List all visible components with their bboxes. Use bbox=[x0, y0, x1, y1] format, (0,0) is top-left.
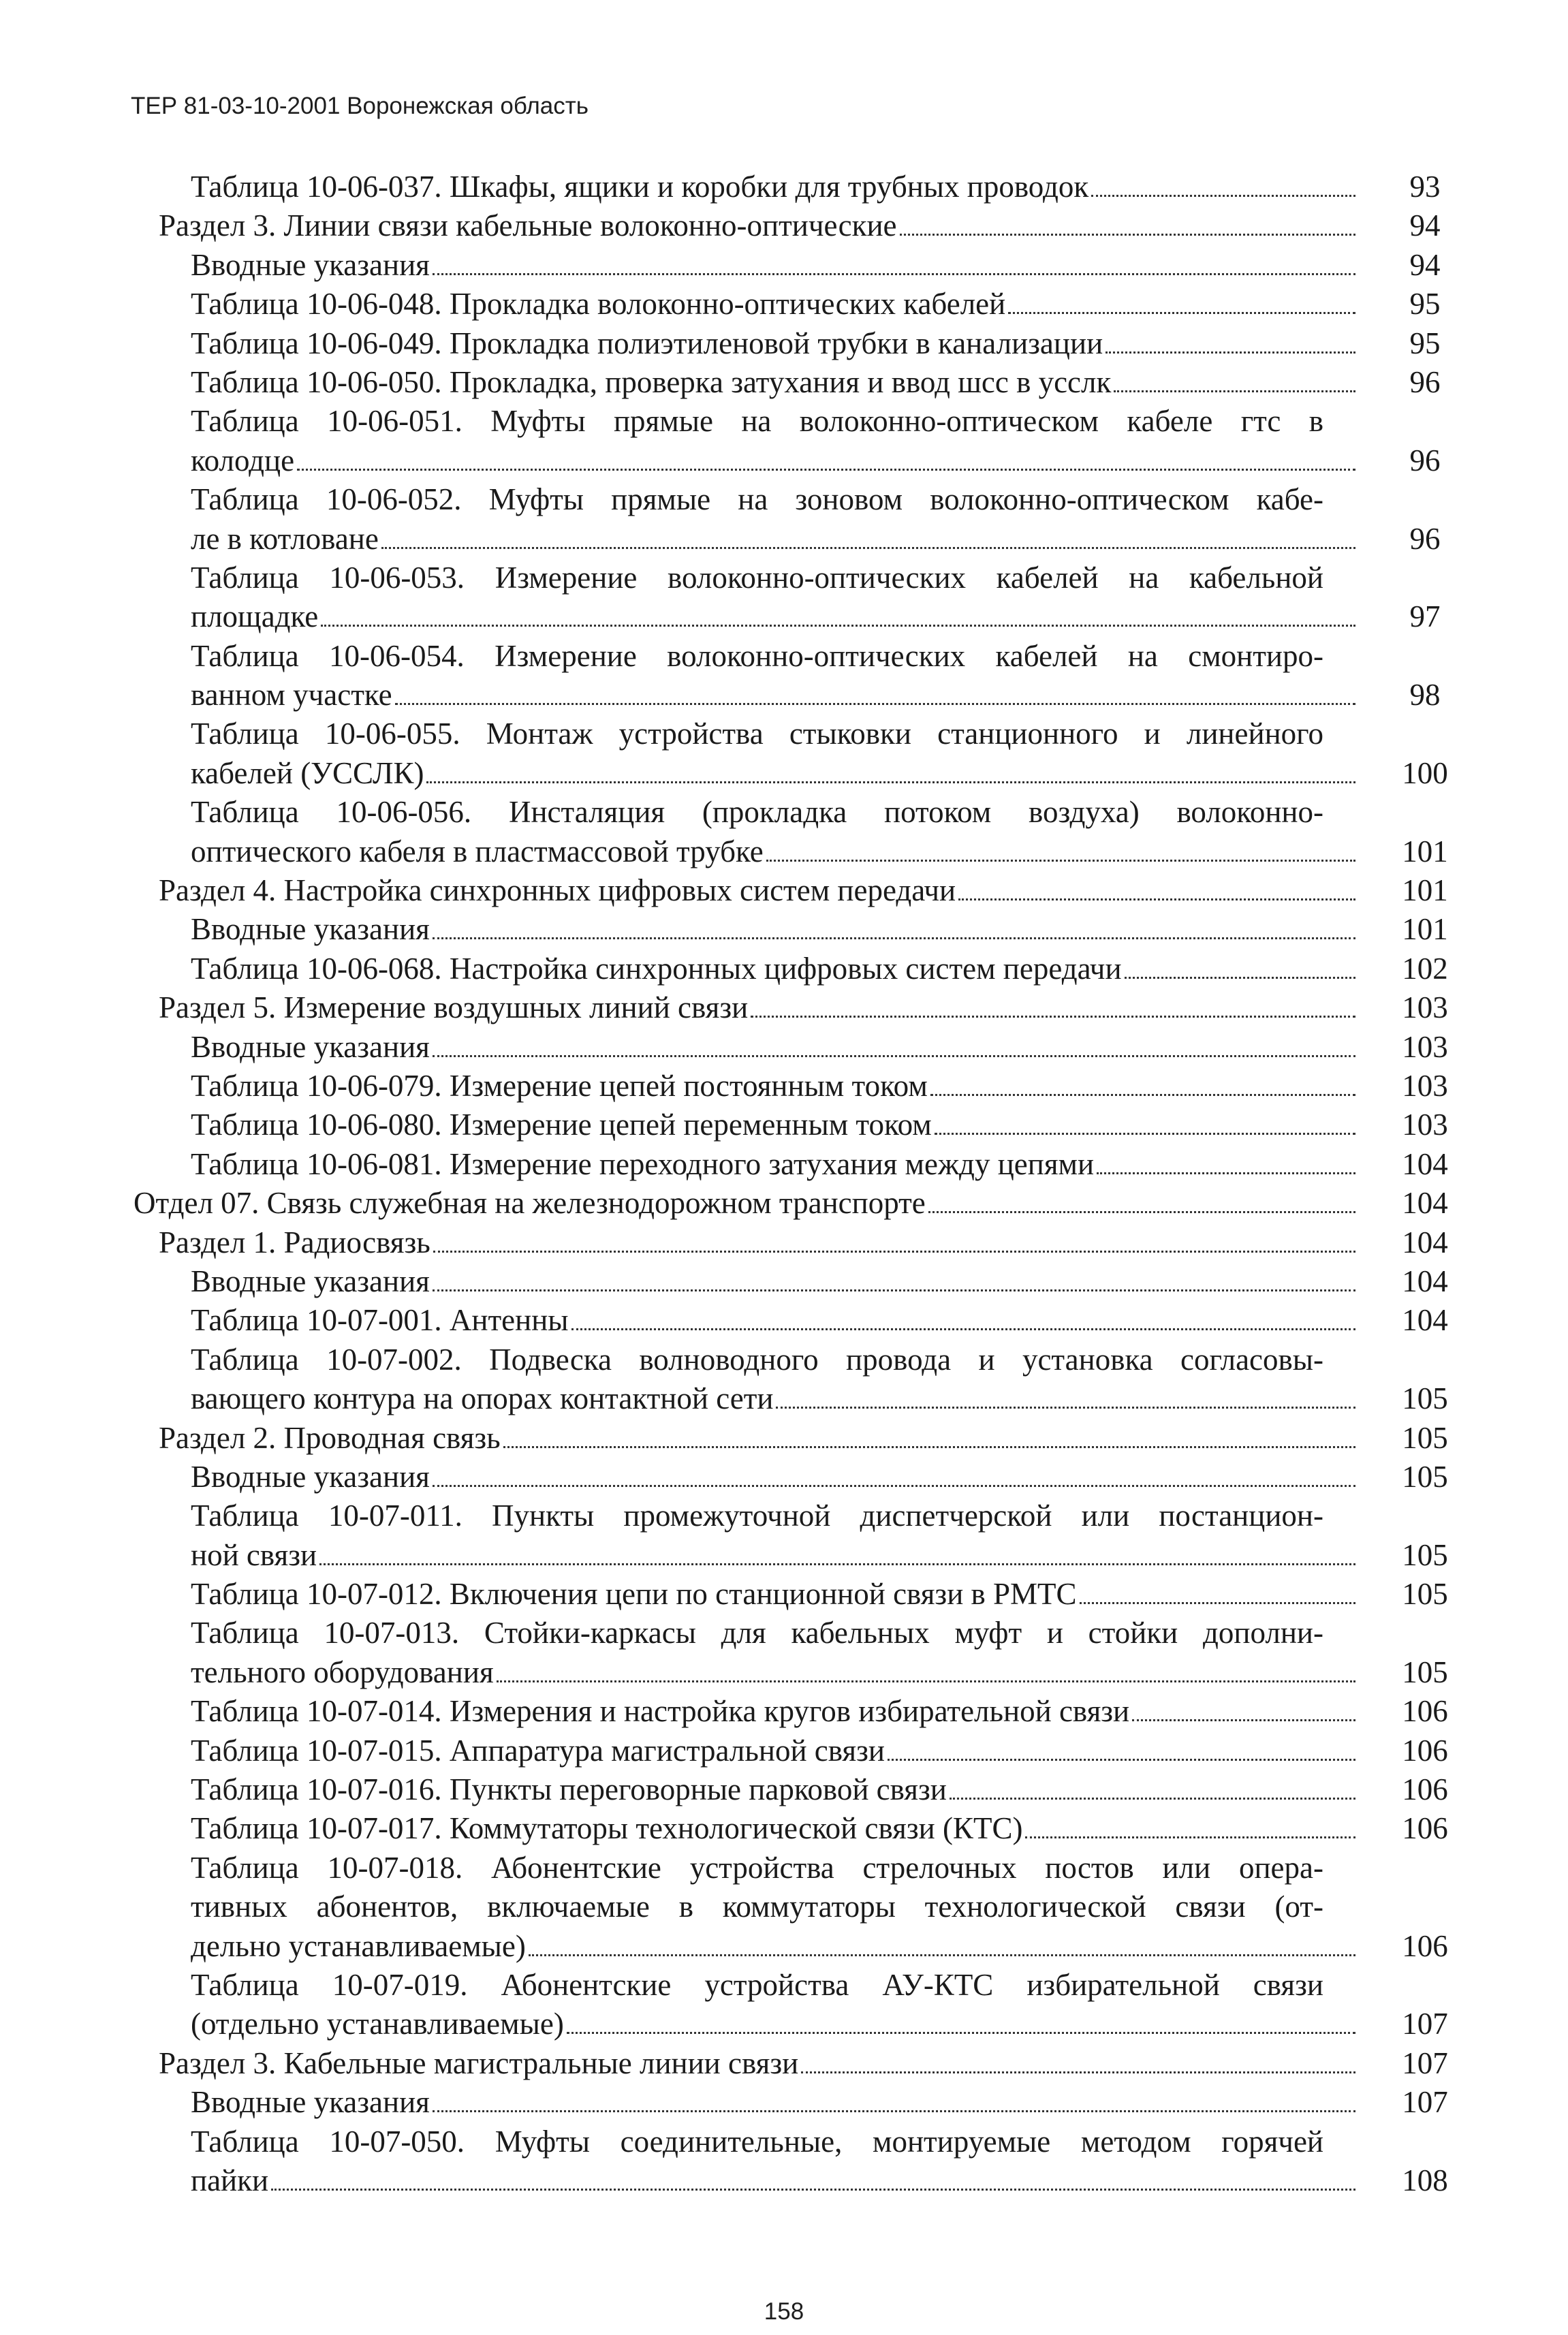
toc-entry-label-line2: колодце bbox=[191, 443, 295, 477]
toc-entry-label: Таблица 10-06-068. Настройка синхронных цифровых систем передачи bbox=[191, 951, 1122, 986]
toc-page-number: 105 bbox=[1402, 1577, 1448, 1612]
toc-entry-intro bbox=[0, 1458, 1568, 1496]
toc-entry-table bbox=[0, 1145, 1568, 1184]
dot-leader bbox=[950, 1798, 1355, 1800]
dot-leader bbox=[1008, 312, 1355, 314]
toc-entry-table bbox=[0, 324, 1568, 363]
toc-entry-label: Таблица 10-07-001. Антенны bbox=[191, 1303, 569, 1338]
toc-entry-label-line2: площадке bbox=[191, 599, 319, 634]
toc-entry-label-line1: Таблица 10-07-018. Абонентские устройства стрелочных постов или опера- bbox=[191, 1850, 1323, 1885]
dot-leader bbox=[888, 1759, 1355, 1761]
toc-entry-label: Таблица 10-06-048. Прокладка волоконно-оптических кабелей bbox=[191, 287, 1006, 322]
toc-entry-table-line1 bbox=[0, 793, 1568, 832]
toc-page-number: 104 bbox=[1402, 1225, 1448, 1259]
toc-entry-label-line1: Таблица 10-07-013. Стойки-каркасы для кабельных муфт и стойки дополни- bbox=[191, 1616, 1323, 1650]
toc-entry-table-line2 bbox=[0, 676, 1568, 715]
dot-leader bbox=[319, 1563, 1355, 1565]
toc-entry-label-line2: тивных абонентов, включаемые в коммутаторы технологической связи (от- bbox=[191, 1890, 1323, 1924]
toc-page-number: 94 bbox=[1409, 208, 1441, 243]
toc-entry-table-line1 bbox=[0, 480, 1568, 519]
toc-entry-section bbox=[0, 1419, 1568, 1458]
toc-entry-table bbox=[0, 1106, 1568, 1144]
toc-page-number: 102 bbox=[1402, 951, 1448, 986]
toc-entry-intro bbox=[0, 1028, 1568, 1067]
toc-entry-table-line1 bbox=[0, 2122, 1568, 2161]
toc-entry-table bbox=[0, 1731, 1568, 1770]
toc-page-number: 103 bbox=[1402, 1108, 1448, 1142]
dot-leader bbox=[900, 234, 1356, 236]
toc-page-number: 106 bbox=[1402, 1772, 1448, 1807]
dot-leader bbox=[433, 1485, 1355, 1487]
toc-entry-label: Таблица 10-06-080. Измерение цепей переменным током bbox=[191, 1108, 932, 1142]
dot-leader bbox=[1114, 390, 1355, 392]
dot-leader bbox=[1091, 195, 1355, 197]
dot-leader bbox=[497, 1680, 1355, 1682]
dot-leader bbox=[1132, 1719, 1355, 1721]
toc-entry-label-line1: Таблица 10-06-052. Муфты прямые на зоновом волоконно-оптическом кабе- bbox=[191, 482, 1323, 517]
dot-leader bbox=[503, 1446, 1355, 1448]
toc-entry-label: Раздел 4. Настройка синхронных цифровых систем передачи bbox=[159, 873, 956, 908]
toc-entry-table bbox=[0, 1692, 1568, 1731]
dot-leader bbox=[1125, 977, 1355, 979]
toc-entry-label: Таблица 10-06-049. Прокладка полиэтиленовой трубки в канализации bbox=[191, 326, 1103, 360]
table-of-contents bbox=[0, 168, 1568, 2200]
toc-entry-label-line1: Таблица 10-07-011. Пункты промежуточной диспетчерской или постанцион- bbox=[191, 1499, 1323, 1533]
toc-entry-table-line2 bbox=[0, 1653, 1568, 1692]
toc-page-number: 105 bbox=[1402, 1459, 1448, 1494]
toc-entry-label-line1: Таблица 10-06-051. Муфты прямые на волоконно-оптическом кабеле гтс в bbox=[191, 404, 1323, 439]
dot-leader bbox=[433, 2110, 1355, 2112]
dot-leader bbox=[928, 1211, 1355, 1213]
toc-page-number: 103 bbox=[1402, 1029, 1448, 1064]
toc-entry-label-line1: Таблица 10-06-056. Инсталяция (прокладка потоком воздуха) волоконно- bbox=[191, 795, 1323, 830]
toc-entry-label-line2: ле в котловане bbox=[191, 521, 379, 556]
toc-page-number: 100 bbox=[1402, 755, 1448, 790]
toc-entry-intro bbox=[0, 246, 1568, 285]
dot-leader bbox=[433, 937, 1355, 939]
toc-page-number: 101 bbox=[1402, 873, 1448, 908]
toc-entry-label: Раздел 5. Измерение воздушных линий связи bbox=[159, 990, 749, 1025]
toc-page-number: 96 bbox=[1409, 443, 1441, 477]
dot-leader bbox=[1097, 1172, 1355, 1174]
toc-page-number: 103 bbox=[1402, 1068, 1448, 1103]
toc-entry-label-line1: Таблица 10-06-055. Монтаж устройства стыковки станционного и линейного bbox=[191, 717, 1323, 751]
toc-entry-label-line2: тельного оборудования bbox=[191, 1655, 494, 1689]
toc-entry-label: Таблица 10-07-012. Включения цепи по станционной связи в РМТС bbox=[191, 1577, 1077, 1612]
dot-leader bbox=[1106, 351, 1355, 354]
toc-entry-label-line2: оптического кабеля в пластмассовой трубке bbox=[191, 834, 764, 868]
toc-entry-section bbox=[0, 2044, 1568, 2083]
toc-page-number: 96 bbox=[1409, 364, 1441, 399]
dot-leader bbox=[426, 781, 1355, 783]
toc-entry-table-line1 bbox=[0, 559, 1568, 597]
dot-leader bbox=[571, 1328, 1355, 1330]
toc-entry-table-line2 bbox=[0, 1379, 1568, 1418]
toc-entry-table-line1 bbox=[0, 637, 1568, 676]
toc-entry-table-line2 bbox=[0, 1536, 1568, 1575]
toc-entry-label: Раздел 3. Линии связи кабельные волоконно-оптические bbox=[159, 208, 897, 243]
toc-entry-label: Таблица 10-06-081. Измерение переходного затухания между цепями bbox=[191, 1146, 1095, 1181]
dot-leader bbox=[381, 547, 1355, 549]
page-header: ТЕР 81-03-10-2001 Воронежская область bbox=[131, 93, 589, 119]
dot-leader bbox=[935, 1133, 1355, 1135]
toc-entry-table-line1 bbox=[0, 1496, 1568, 1535]
toc-entry-label: Вводные указания bbox=[191, 247, 430, 282]
toc-entry-table-line2 bbox=[0, 832, 1568, 871]
toc-entry-label-line2: вающего контура на опорах контактной сети bbox=[191, 1381, 774, 1416]
toc-page-number: 104 bbox=[1402, 1264, 1448, 1298]
toc-entry-table-line2 bbox=[0, 754, 1568, 793]
toc-entry-table-line1 bbox=[0, 1849, 1568, 1887]
toc-entry-label-line3: дельно устанавливаемые) bbox=[191, 1928, 526, 1963]
toc-entry-section bbox=[0, 206, 1568, 245]
toc-entry-label: Раздел 2. Проводная связь bbox=[159, 1420, 501, 1455]
toc-entry-section bbox=[0, 871, 1568, 910]
toc-page-number: 105 bbox=[1402, 1537, 1448, 1572]
toc-page-number: 94 bbox=[1409, 247, 1441, 282]
toc-entry-label: Таблица 10-07-016. Пункты переговорные парковой связи bbox=[191, 1772, 947, 1807]
toc-page-number: 106 bbox=[1402, 1733, 1448, 1768]
toc-entry-label: Таблица 10-06-037. Шкафы, ящики и коробки для трубных проводок bbox=[191, 170, 1089, 204]
dot-leader bbox=[297, 469, 1355, 471]
dot-leader bbox=[271, 2189, 1355, 2191]
toc-entry-label: Раздел 1. Радиосвязь bbox=[159, 1225, 430, 1259]
toc-entry-label: Таблица 10-07-017. Коммутаторы технологической связи (КТС) bbox=[191, 1811, 1023, 1846]
toc-entry-department bbox=[0, 1184, 1568, 1223]
toc-entry-label: Вводные указания bbox=[191, 912, 430, 947]
toc-entry-table bbox=[0, 168, 1568, 206]
toc-entry-table bbox=[0, 1575, 1568, 1614]
toc-entry-label-line2: ванном участке bbox=[191, 678, 392, 712]
toc-page-number: 93 bbox=[1409, 170, 1441, 204]
toc-entry-section bbox=[0, 1223, 1568, 1262]
dot-leader bbox=[801, 2071, 1355, 2073]
toc-page-number: 107 bbox=[1402, 2085, 1448, 2120]
toc-page-number: 97 bbox=[1409, 599, 1441, 634]
toc-entry-table bbox=[0, 1067, 1568, 1106]
toc-entry-table-line2 bbox=[0, 597, 1568, 636]
dot-leader bbox=[958, 898, 1355, 900]
toc-entry-table-line2 bbox=[0, 2005, 1568, 2043]
dot-leader bbox=[395, 703, 1355, 705]
dot-leader bbox=[433, 1055, 1355, 1057]
dot-leader bbox=[776, 1407, 1355, 1409]
toc-entry-label: Раздел 3. Кабельные магистральные линии связи bbox=[159, 2046, 799, 2080]
page-number: 158 bbox=[764, 2298, 804, 2325]
toc-page-number: 104 bbox=[1402, 1186, 1448, 1221]
toc-entry-table-line1 bbox=[0, 715, 1568, 753]
toc-entry-label-line2: ной связи bbox=[191, 1537, 317, 1572]
toc-entry-label: Таблица 10-06-050. Прокладка, проверка затухания и ввод шсс в усслк bbox=[191, 364, 1112, 399]
toc-page-number: 101 bbox=[1402, 834, 1448, 868]
toc-entry-section bbox=[0, 988, 1568, 1027]
dot-leader bbox=[321, 625, 1355, 627]
toc-entry-table bbox=[0, 1301, 1568, 1340]
dot-leader bbox=[567, 2032, 1355, 2034]
dot-leader bbox=[1080, 1602, 1355, 1604]
toc-entry-label: Отдел 07. Связь служебная на железнодорожном транспорте bbox=[134, 1186, 926, 1221]
toc-page-number: 105 bbox=[1402, 1655, 1448, 1689]
dot-leader bbox=[529, 1954, 1355, 1956]
toc-entry-table-line1 bbox=[0, 402, 1568, 441]
toc-page-number: 107 bbox=[1402, 2046, 1448, 2080]
toc-entry-label-line1: Таблица 10-07-002. Подвеска волноводного провода и установка согласовы- bbox=[191, 1342, 1323, 1377]
toc-entry-label-line1: Таблица 10-06-053. Измерение волоконно-оптических кабелей на кабельной bbox=[191, 560, 1323, 595]
dot-leader bbox=[751, 1016, 1355, 1018]
toc-page-number: 106 bbox=[1402, 1928, 1448, 1963]
toc-entry-label-line1: Таблица 10-07-050. Муфты соединительные, монтируемые методом горячей bbox=[191, 2124, 1323, 2159]
toc-entry-table-line2 bbox=[0, 441, 1568, 480]
toc-page-number: 104 bbox=[1402, 1303, 1448, 1338]
toc-page-number: 105 bbox=[1402, 1420, 1448, 1455]
toc-entry-table-line2 bbox=[0, 1887, 1568, 1926]
dot-leader bbox=[433, 273, 1355, 275]
toc-page-number: 104 bbox=[1402, 1146, 1448, 1181]
toc-page-number: 101 bbox=[1402, 912, 1448, 947]
dot-leader bbox=[433, 1251, 1355, 1253]
toc-page-number: 98 bbox=[1409, 678, 1441, 712]
toc-entry-table bbox=[0, 1770, 1568, 1809]
toc-entry-label-line1: Таблица 10-06-054. Измерение волоконно-оптических кабелей на смонтиро- bbox=[191, 638, 1323, 673]
toc-entry-table-line1 bbox=[0, 1966, 1568, 2005]
toc-entry-table-line2 bbox=[0, 2161, 1568, 2200]
toc-page-number: 95 bbox=[1409, 287, 1441, 322]
toc-page-number: 105 bbox=[1402, 1381, 1448, 1416]
toc-entry-label: Вводные указания bbox=[191, 1459, 430, 1494]
toc-page-number: 108 bbox=[1402, 2163, 1448, 2197]
toc-entry-table bbox=[0, 363, 1568, 402]
toc-entry-intro bbox=[0, 910, 1568, 949]
toc-entry-intro bbox=[0, 2083, 1568, 2122]
toc-entry-table-line2 bbox=[0, 520, 1568, 559]
toc-entry-label-line2: (отдельно устанавливаемые) bbox=[191, 2007, 564, 2041]
toc-entry-table-line1 bbox=[0, 1341, 1568, 1379]
toc-entry-table bbox=[0, 950, 1568, 988]
dot-leader bbox=[766, 860, 1355, 862]
toc-entry-label: Таблица 10-07-014. Измерения и настройка кругов избирательной связи bbox=[191, 1694, 1130, 1729]
dot-leader bbox=[930, 1094, 1355, 1096]
toc-page-number: 106 bbox=[1402, 1811, 1448, 1846]
toc-entry-label-line2: кабелей (УССЛК) bbox=[191, 755, 424, 790]
toc-entry-intro bbox=[0, 1262, 1568, 1301]
toc-entry-label: Вводные указания bbox=[191, 1029, 430, 1064]
toc-entry-table-line1 bbox=[0, 1614, 1568, 1652]
toc-entry-label: Таблица 10-06-079. Измерение цепей постоянным током bbox=[191, 1068, 928, 1103]
toc-entry-label: Таблица 10-07-015. Аппаратура магистральной связи bbox=[191, 1733, 885, 1768]
dot-leader bbox=[1025, 1836, 1355, 1838]
toc-entry-label: Вводные указания bbox=[191, 1264, 430, 1298]
toc-entry-label-line2: пайки bbox=[191, 2163, 269, 2197]
toc-page-number: 95 bbox=[1409, 326, 1441, 360]
toc-entry-table bbox=[0, 1809, 1568, 1848]
toc-entry-table-line3 bbox=[0, 1927, 1568, 1966]
toc-entry-label: Вводные указания bbox=[191, 2085, 430, 2120]
toc-page-number: 103 bbox=[1402, 990, 1448, 1025]
toc-page-number: 96 bbox=[1409, 521, 1441, 556]
toc-entry-label-line1: Таблица 10-07-019. Абонентские устройства АУ-КТС избирательной связи bbox=[191, 1967, 1323, 2002]
toc-entry-table bbox=[0, 285, 1568, 324]
toc-page-number: 107 bbox=[1402, 2007, 1448, 2041]
toc-page-number: 106 bbox=[1402, 1694, 1448, 1729]
dot-leader bbox=[433, 1289, 1355, 1291]
